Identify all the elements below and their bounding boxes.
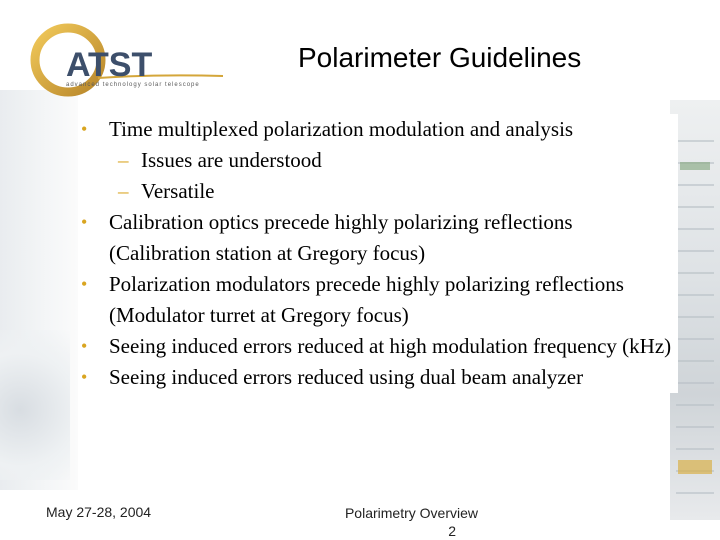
bullet-marker: • bbox=[81, 119, 88, 139]
dash-marker: – bbox=[118, 148, 129, 172]
footer-presentation-title: Polarimetry Overview bbox=[344, 505, 478, 521]
dash-marker: – bbox=[118, 179, 129, 203]
bullet-marker: • bbox=[81, 367, 88, 387]
bullet-item bbox=[78, 331, 678, 362]
bullet-text: Seeing induced errors reduced using dual beam analyzer bbox=[109, 365, 584, 389]
bullet-text: Seeing induced errors reduced at high modulation frequency (kHz) bbox=[109, 334, 672, 358]
sub-bullet-text: Issues are understood bbox=[141, 148, 322, 172]
logo-tagline: advanced technology solar telescope bbox=[66, 82, 200, 88]
sub-bullet-text: Versatile bbox=[141, 179, 215, 203]
bullet-marker: • bbox=[81, 274, 88, 294]
atst-logo bbox=[28, 18, 228, 98]
bullet-marker: • bbox=[81, 212, 88, 232]
logo-text: ATST bbox=[66, 46, 153, 84]
bullet-item bbox=[78, 114, 678, 145]
telescope-detail-yellow bbox=[678, 460, 712, 474]
bullet-item bbox=[78, 207, 678, 269]
bullet-marker: • bbox=[81, 336, 88, 356]
bullet-item bbox=[78, 362, 678, 393]
bullet-text: Calibration optics precede highly polarizing reflections (Calibration station at Gregory focus) bbox=[109, 210, 573, 265]
footer-page-number: 2 bbox=[448, 523, 456, 539]
bullet-text: Time multiplexed polarization modulation and analysis bbox=[109, 117, 574, 141]
bullet-list bbox=[78, 114, 678, 393]
sub-bullet-item bbox=[78, 176, 678, 207]
footer-center bbox=[338, 504, 478, 540]
telescope-detail-green bbox=[680, 162, 710, 170]
atst-logo-graphic bbox=[28, 18, 228, 98]
telescope-structure-background bbox=[676, 140, 714, 500]
bullet-text: Polarization modulators precede highly polarizing reflections (Modulator turret at Gregory focus) bbox=[109, 272, 624, 327]
footer-date: May 27-28, 2004 bbox=[46, 504, 152, 520]
bullet-item bbox=[78, 269, 678, 331]
slide-title: Polarimeter Guidelines bbox=[298, 42, 582, 73]
telescope-mirror-background bbox=[0, 330, 70, 480]
sub-bullet-item bbox=[78, 145, 678, 176]
